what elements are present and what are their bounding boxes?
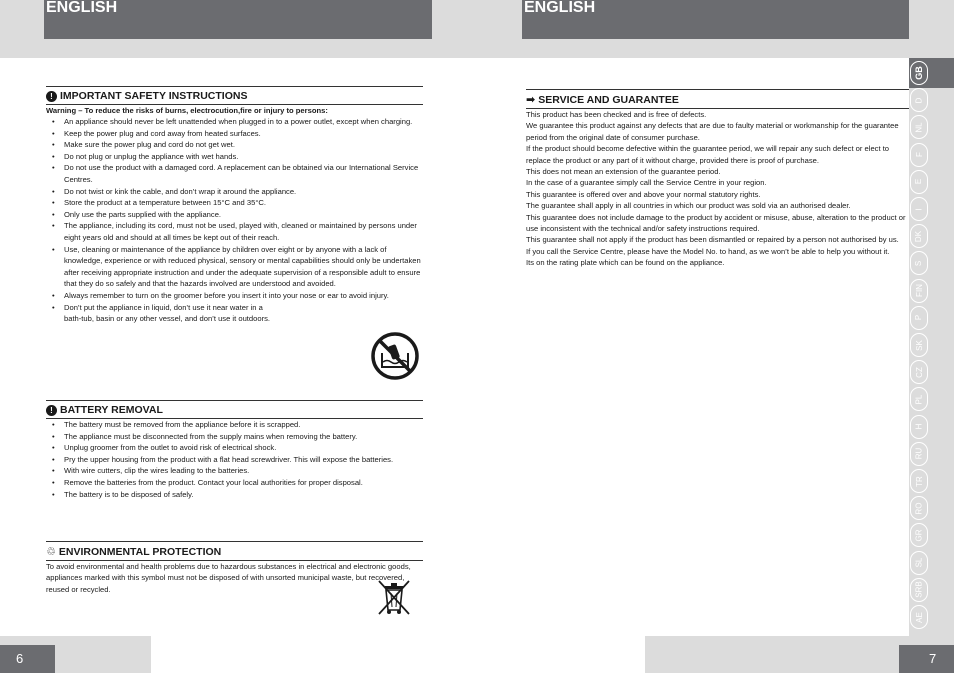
environment-section (46, 541, 423, 595)
warning-icon: ! (46, 91, 57, 102)
language-tab-label: AE (914, 611, 924, 623)
warning-icon: ! (46, 405, 57, 416)
safety-title (46, 86, 423, 105)
recycle-icon: ♲ (46, 546, 56, 558)
language-tab-ae[interactable] (910, 605, 928, 629)
language-tab-label: F (914, 152, 924, 158)
language-tab-fin[interactable] (910, 279, 928, 303)
language-tab-s[interactable] (910, 251, 928, 275)
language-tab-label: GR (914, 529, 924, 542)
crossed-bin-icon (376, 578, 412, 616)
safety-list (46, 116, 423, 302)
language-tab-label: SL (914, 557, 924, 568)
service-paragraphs (526, 109, 909, 269)
language-tab-label: SK (914, 339, 924, 351)
service-paragraph: If the product should become defective within the guarantee period, we will repair any such defect or elect to replace the product or any part of it without charge, provided there is proof of purchase. (526, 144, 890, 165)
list-item: • Don’t put the appliance in liquid, don’t use it near water in a bath-tub, basin or any other vessel, and don’t use it outdoors. (46, 302, 271, 325)
safety-warning: Warning – To reduce the risks of burns, electrocution,fire or injury to persons: (46, 106, 328, 115)
language-tab-cz[interactable] (910, 360, 928, 384)
language-tab-sl[interactable] (910, 551, 928, 575)
language-tab-e[interactable] (910, 170, 928, 194)
language-tab-d[interactable] (910, 88, 928, 112)
list-item: • Remove the batteries from the product. Contact your local authorities for proper disposal. (46, 477, 423, 489)
language-tab-label: H (914, 423, 924, 430)
language-tab-label: D (914, 97, 924, 104)
language-tab-label: TR (914, 475, 924, 487)
list-item: • Make sure the power plug and cord do not get wet. (46, 139, 423, 151)
language-tab-p[interactable] (910, 306, 928, 330)
language-tab-label: RU (914, 448, 924, 460)
list-item: • The battery must be removed from the appliance before it is scrapped. (46, 419, 423, 431)
no-water-icon (370, 331, 420, 381)
environment-title (46, 541, 423, 561)
service-paragraph: The guarantee shall apply in all countries in which our product was sold via an authorised dealer. (526, 201, 851, 211)
list-item: • An appliance should never be left unattended when plugged in to a power outlet, except when charging. (46, 116, 423, 128)
arrow-right-icon: ➡ (526, 94, 536, 106)
language-tab-label: I (914, 207, 924, 211)
language-tab-h[interactable] (910, 415, 928, 439)
battery-title-text: BATTERY REMOVAL (60, 404, 163, 416)
language-tab-ru[interactable] (910, 442, 928, 466)
language-tab-label: PL (914, 394, 924, 405)
language-tab-label: GB (914, 66, 924, 80)
page-number-right: 7 (899, 645, 954, 673)
page-number-left: 6 (0, 645, 55, 673)
header-left-title: ENGLISH (46, 0, 118, 16)
environment-title-text: ENVIRONMENTAL PROTECTION (58, 545, 222, 558)
language-tab-label: S (914, 260, 924, 267)
safety-section (46, 86, 423, 325)
language-tab-label: RO (914, 502, 924, 515)
list-item: • Do not plug or unplug the appliance with wet hands. (46, 151, 423, 163)
list-item: • Pry the upper housing from the product with a flat head screwdriver. This will expose the batteries. (46, 454, 423, 466)
header-right (522, 0, 909, 39)
language-tab-gb[interactable] (910, 61, 928, 85)
list-item: • Always remember to turn on the groomer before you insert it into your nose or ear to avoid injury. (46, 290, 423, 302)
language-tab-label: NL (914, 122, 924, 133)
language-tab-label: CZ (914, 366, 924, 378)
language-tab-label: E (914, 179, 924, 185)
header-left (44, 0, 432, 39)
list-item: • Use, cleaning or maintenance of the appliance by children over eight or by anyone with a lack of knowledge, experience or with reduced physical, sensory or mental capabilities should only be undertaken after receiving appropriate instruction and under the adequate supervision of a responsible adult to ensure that they do so safely and that the hazards involved are understood and avoided. (46, 244, 423, 290)
language-tab-sk[interactable] (910, 333, 928, 357)
service-paragraph: This does not mean an extension of the guarantee period. (526, 167, 721, 177)
service-paragraph: This guarantee does not include damage to the product by accident or misuse, abuse, alteration to the product or use inconsistent with the technical and/or safety instructions required. (526, 212, 906, 234)
list-item: • The appliance, including its cord, must not be used, played with, cleaned or maintained by persons under eight years old and should at all times be kept out of their reach. (46, 220, 423, 243)
service-paragraph: This product has been checked and is free of defects. (526, 110, 707, 119)
language-tab-label: SRB (914, 581, 924, 599)
language-tab-ro[interactable] (910, 496, 928, 520)
service-paragraph: In the case of a guarantee simply call the Service Centre in your region. (526, 178, 767, 188)
service-title-text: SERVICE AND GUARANTEE (538, 93, 679, 106)
service-paragraph: We guarantee this product against any defects that are due to faulty material or workmanship for the guarantee period from the original date of consumer purchase. (526, 121, 899, 142)
service-paragraph: This guarantee shall not apply if the product has been dismantled or repaired by a person not authorised by us. (526, 235, 899, 245)
language-tab-label: DK (914, 230, 924, 242)
service-paragraph: This guarantee is offered over and above your normal statutory rights. (526, 189, 761, 199)
language-tab-tr[interactable] (910, 469, 928, 493)
service-title (526, 89, 909, 109)
language-tab-label: P (914, 315, 924, 321)
language-tab-pl[interactable] (910, 387, 928, 411)
list-item: • The appliance must be disconnected from the supply mains when removing the battery. (46, 431, 423, 443)
service-section (526, 89, 909, 269)
battery-title (46, 400, 423, 419)
header-right-title: ENGLISH (524, 0, 596, 16)
battery-section (46, 400, 423, 500)
safety-title-text: IMPORTANT SAFETY INSTRUCTIONS (60, 90, 248, 102)
list-item: • Unplug groomer from the outlet to avoid risk of electrical shock. (46, 442, 423, 454)
list-item: • Do not twist or kink the cable, and don’t wrap it around the appliance. (46, 186, 423, 198)
language-tab-gr[interactable] (910, 523, 928, 547)
list-item: • Do not use the product with a damaged cord. A replacement can be obtained via our International Service Centres. (46, 162, 423, 185)
list-item: • The battery is to be disposed of safely. (46, 489, 423, 501)
language-tab-label: FIN (914, 284, 924, 298)
language-tab-nl[interactable] (910, 115, 928, 139)
list-item: • Only use the parts supplied with the appliance. (46, 209, 423, 221)
service-paragraph: Its on the rating plate which can be found on the appliance. (526, 258, 725, 268)
safety-list-last (46, 302, 423, 325)
language-tab-f[interactable] (910, 143, 928, 167)
service-paragraph: If you call the Service Centre, please have the Model No. to hand, as we won’t be able to help you without it. (526, 246, 890, 256)
language-tab-srb[interactable] (910, 578, 928, 602)
list-item: • Keep the power plug and cord away from heated surfaces. (46, 128, 423, 140)
language-tab-dk[interactable] (910, 224, 928, 248)
list-item: • With wire cutters, clip the wires leading to the batteries. (46, 465, 423, 477)
list-item: • Store the product at a temperature between 15°C and 35°C. (46, 197, 423, 209)
environment-text: To avoid environmental and health problems due to hazardous substances in electrical and electronic goods, appliances marked with this symbol must not be disposed of with unsorted municipal waste, but recovered, reused or recycled. (46, 562, 411, 594)
language-tab-i[interactable] (910, 197, 928, 221)
battery-list (46, 419, 423, 500)
